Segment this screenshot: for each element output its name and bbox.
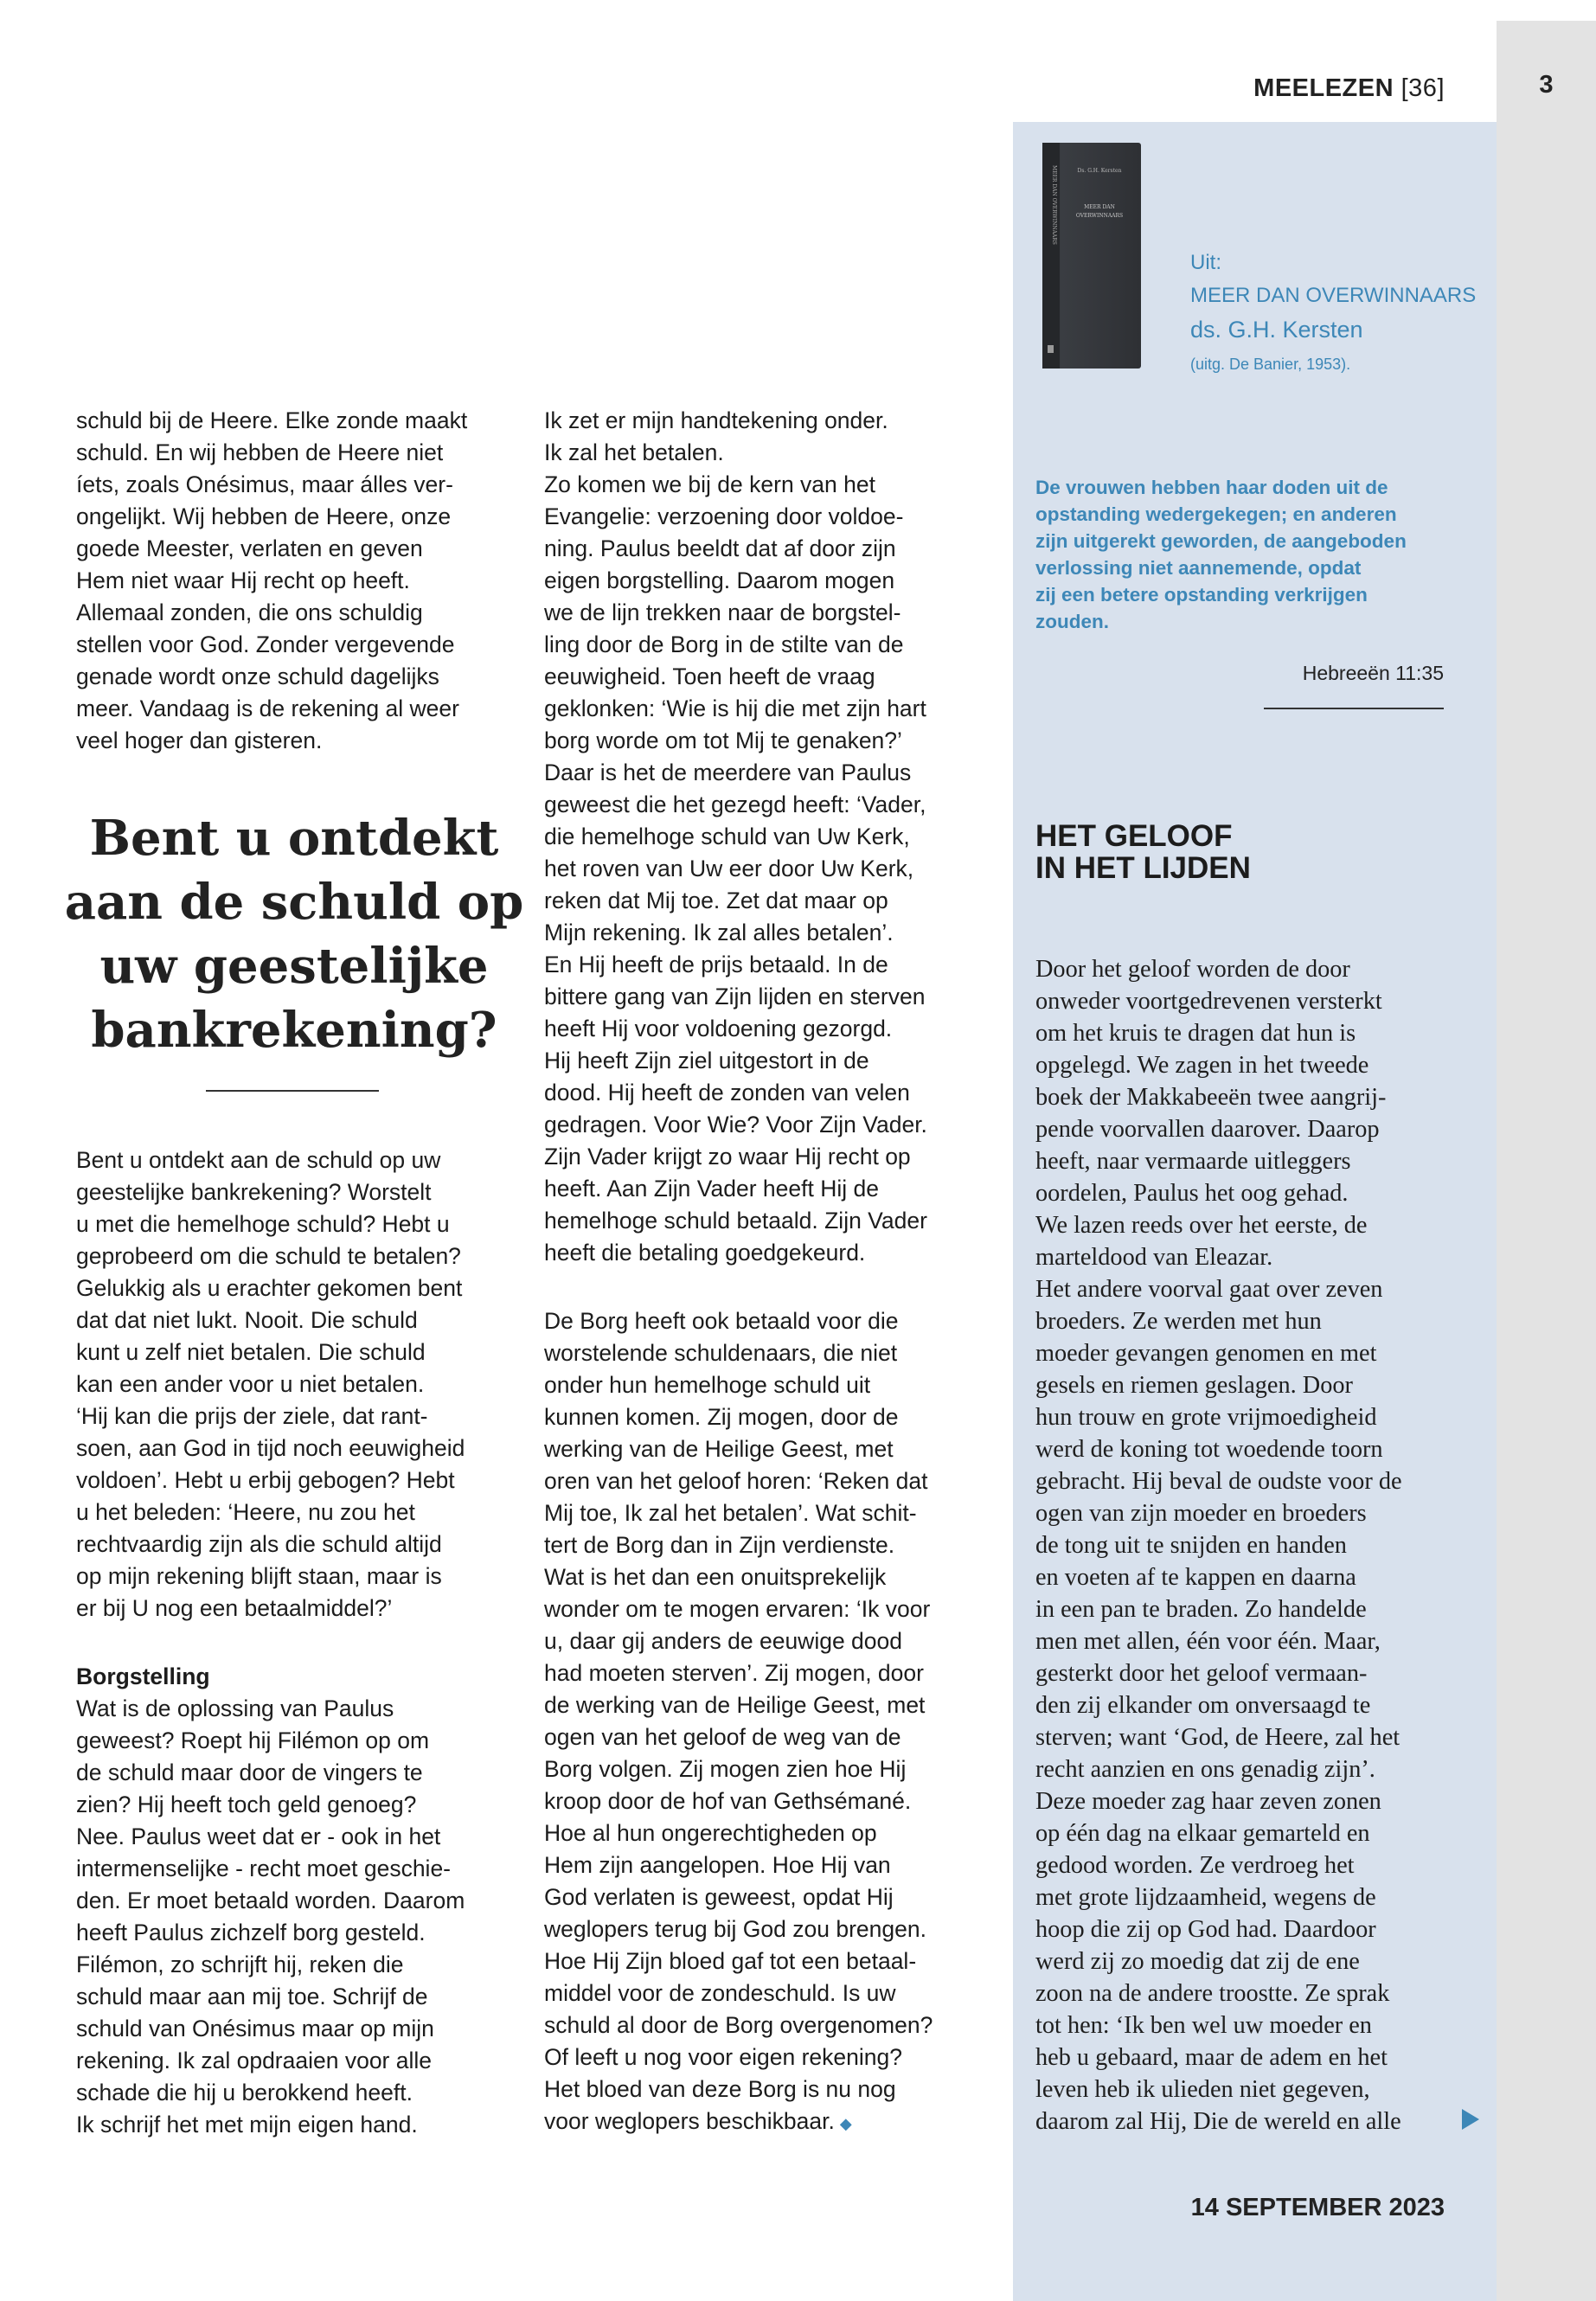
text-line: rechtvaardig zijn als die schuld altijd [76,1531,442,1557]
sidebar-body-text [1035,953,1459,2138]
text-line: Allemaal zonden, die ons schuldig [76,599,423,625]
text-line: genade wordt onze schuld dagelijks [76,663,439,689]
text-line: Hij heeft Zijn ziel uitgestort in de [544,1048,869,1074]
text-line: Evangelie: verzoening door voldoe- [544,503,904,529]
text-line: u, daar gij anders de eeuwige dood [544,1628,902,1654]
text-line: kan een ander voor u niet betalen. [76,1371,425,1397]
quote-reference: Hebreeën 11:35 [1302,662,1444,684]
text-line: soen, aan God in tijd noch eeuwigheid [76,1435,465,1461]
text-line: Nee. Paulus weet dat er - ook in het [76,1823,441,1849]
text-line: op één dag na elkaar gemarteld en [1035,1820,1370,1847]
text-line: Het bloed van deze Borg is nu nog [544,2076,896,2102]
text-line: werd de koning tot woedende toorn [1035,1436,1383,1463]
text-line: heeft Hij voor voldoening gezorgd. [544,1016,893,1042]
source-label: Uit: [1190,251,1221,274]
text-line: Borg volgen. Zij mogen zien hoe Hij [544,1756,907,1782]
text-line: in een pan te braden. Zo handelde [1035,1596,1367,1623]
text-line: geweest? Roept hij Filémon op om [76,1727,430,1753]
text-line: Of leeft u nog voor eigen rekening? [544,2044,902,2070]
text-line: den zij elkander om onversaagd te [1035,1692,1371,1719]
text-line: gedood worden. Ze verdroeg het [1035,1852,1355,1879]
text-line: voor weglopers beschikbaar. ◆ [544,2108,852,2134]
column-1-paragraph [76,1144,526,1625]
text-line: oren van het geloof horen: ‘Reken dat [544,1468,928,1494]
text-line: wonder om te mogen ervaren: ‘Ik voor [544,1596,931,1622]
continue-arrow-icon [1462,2109,1479,2130]
page-number: 3 [1539,71,1554,99]
text-line: kroop door de hof van Gethsémané. [544,1788,912,1814]
text-line: hoop die zij op God had. Daardoor [1035,1916,1376,1943]
text-line: God verlaten is geweest, opdat Hij [544,1884,894,1910]
text-line: Ik zal het betalen. [544,439,724,465]
text-line: schuld maar aan mij toe. Schrijf de [76,1984,428,2009]
text-line: goede Meester, verlaten en geven [76,535,423,561]
text-line: er bij U nog een betaalmiddel?’ [76,1595,393,1621]
text-line: hemelhoge schuld betaald. Zijn Vader [544,1208,927,1234]
text-line: Hoe al hun ongerechtigheden op [544,1820,877,1846]
text-line: Zijn Vader krijgt zo waar Hij recht op [544,1144,911,1170]
text-line: u met die hemelhoge schuld? Hebt u [76,1211,450,1237]
text-line: oordelen, Paulus het oog gehad. [1035,1180,1349,1207]
book-cover-image [1041,141,1143,370]
text-line: Daar is het de meerdere van Paulus [544,760,912,785]
text-line: ‘Hij kan die prijs der ziele, dat rant- [76,1403,428,1429]
text-line: leven heb ik ulieden niet gegeven, [1035,2076,1370,2103]
text-line: Ik schrijf het met mijn eigen hand. [76,2112,418,2138]
text-line: schuld. En wij hebben de Heere niet [76,439,444,465]
page-tab [1497,21,1596,2301]
text-line: boek der Makkabeeën twee aangrij- [1035,1084,1387,1111]
text-line: werd zij zo moedig dat zij de ene [1035,1948,1360,1975]
text-line: u het beleden: ‘Heere, nu zou het [76,1499,415,1525]
text-line: gedragen. Voor Wie? Voor Zijn Vader. [544,1112,927,1138]
text-line: we de lijn trekken naar de borgstel- [544,599,901,625]
text-line: en voeten af te kappen en daarna [1035,1564,1356,1591]
text-line: recht aanzien en ons genadig zijn’. [1035,1756,1375,1783]
text-line: Mij toe, Ik zal het betalen’. Wat schit- [544,1500,917,1526]
text-line: met grote lijdzaamheid, wegens de [1035,1884,1376,1911]
bible-quote [1035,474,1468,635]
end-of-article-icon: ◆ [839,2115,852,2132]
text-line: den. Er moet betaald worden. Daarom [76,1888,465,1913]
text-line: ogen van het geloof de weg van de [544,1724,901,1750]
text-line: ling door de Borg in de stilte van de [544,631,904,657]
text-line: Hem niet waar Hij recht op heeft. [76,567,410,593]
text-line: onweder voortgedrevenen versterkt [1035,988,1382,1015]
text-line: onder hun hemelhoge schuld uit [544,1372,871,1398]
column-2-paragraph-2 [544,1305,994,2140]
text-line: sterven; want ‘God, de Heere, zal het [1035,1724,1401,1751]
text-line: dat dat niet lukt. Nooit. Die schuld [76,1307,418,1333]
cover-author: Ds. G.H. Kersten [1077,168,1122,174]
quote-divider [1264,708,1444,709]
text-line: heeft, naar vermaarde uitleggers [1035,1148,1351,1175]
text-line: kunt u zelf niet betalen. Die schuld [76,1339,426,1365]
issue-number: [36] [1401,74,1445,102]
text-line: We lazen reeds over het eerste, de [1035,1212,1368,1239]
column-2-paragraph-1 [544,405,994,1269]
text-line: Bent u ontdekt aan de schuld op uw [76,1147,441,1173]
section-label: MEELEZEN [1253,74,1394,102]
text-line: geestelijke bankrekening? Worstelt [76,1179,432,1205]
text-line: gesels en riemen geslagen. Door [1035,1372,1353,1399]
quote-line: opstanding wedergekegen; en anderen [1035,503,1397,525]
text-line: dood. Hij heeft de zonden van velen [544,1080,910,1106]
text-line: heeft Paulus zichzelf borg gesteld. [76,1920,426,1945]
text-line: Ik zet er mijn handtekening onder. [544,407,888,433]
text-line: geweest die het gezegd heeft: ‘Vader, [544,792,926,817]
text-line: bankrekening? [91,1002,497,1059]
quote-line: zijn uitgerekt geworden, de aangeboden [1035,530,1407,552]
text-line: intermenselijke - recht moet geschie- [76,1856,452,1881]
text-line: pende voorvallen daarover. Daarop [1035,1116,1380,1143]
text-line: Het andere voorval gaat over zeven [1035,1276,1383,1303]
text-line: Gelukkig als u erachter gekomen bent [76,1275,463,1301]
text-line: middel voor de zondeschuld. Is uw [544,1980,896,2006]
text-line: Hem zijn aangelopen. Hoe Hij van [544,1852,891,1878]
text-line: weglopers terug bij God zou brengen. [544,1916,926,1942]
text-line: schuld van Onésimus maar op mijn [76,2016,434,2041]
text-line: hun trouw en grote vrijmoedigheid [1035,1404,1377,1431]
text-line: rekening. Ik zal opdraaien voor alle [76,2048,432,2073]
text-line: opgelegd. We zagen in het tweede [1035,1052,1369,1079]
source-author: ds. G.H. Kersten [1190,317,1363,343]
text-line: eeuwigheid. Toen heeft de vraag [544,663,875,689]
text-line: die hemelhoge schuld van Uw Kerk, [544,824,910,849]
pull-quote-headline [61,806,528,1062]
text-line: eigen borgstelling. Daarom mogen [544,567,895,593]
text-line: Bent u ontdekt [89,810,499,867]
text-line: De Borg heeft ook betaald voor die [544,1308,899,1334]
text-line: geprobeerd om die schuld te betalen? [76,1243,461,1269]
text-line: ongelijkt. Wij hebben de Heere, onze [76,503,452,529]
text-line: om het kruis te dragen dat hun is [1035,1020,1356,1047]
book-source [1190,251,1484,374]
text-line: Wat is de oplossing van Paulus [76,1695,394,1721]
text-line: moeder gevangen genomen en met [1035,1340,1377,1367]
text-line: broeders. Ze werden met hun [1035,1308,1322,1335]
text-line: Filémon, zo schrijft hij, reken die [76,1952,404,1977]
text-line: daarom zal Hij, Die de wereld en alle [1035,2108,1401,2135]
text-line: uw geestelijke [99,938,489,995]
text-line: geklonken: ‘Wie is hij die met zijn hart [544,695,926,721]
text-line: Wat is het dan een onuitsprekelijk [544,1564,887,1590]
text-line: op mijn rekening blijft staan, maar is [76,1563,442,1589]
text-line: kunnen komen. Zij mogen, door de [544,1404,899,1430]
text-line: meer. Vandaag is de rekening al weer [76,695,459,721]
text-line: heeft. Aan Zijn Vader heeft Hij de [544,1176,879,1202]
text-line: borg worde om tot Mij te genaken?’ [544,727,902,753]
text-line: werking van de Heilige Geest, met [544,1436,894,1462]
text-line: ning. Paulus beeldt dat af door zijn [544,535,896,561]
text-line: bittere gang van Zijn lijden en sterven [544,984,926,1009]
quote-line: zij een betere opstanding verkrijgen [1035,584,1368,606]
text-line: schuld al door de Borg overgenomen? [544,2012,933,2038]
text-line: de werking van de Heilige Geest, met [544,1692,926,1718]
text-line: de tong uit te snijden en handen [1035,1532,1347,1559]
quote-line: De vrouwen hebben haar doden uit de [1035,477,1388,498]
text-line: had moeten sterven’. Zij mogen, door [544,1660,924,1686]
publisher-logo-icon [1048,345,1054,353]
text-line: marteldood van Eleazar. [1035,1244,1273,1271]
text-line: schuld bij de Heere. Elke zonde maakt [76,407,468,433]
text-line: tot hen: ‘Ik ben wel uw moeder en [1035,2012,1372,2039]
text-line: aan de schuld op [64,874,524,931]
text-line: reken dat Mij toe. Zet dat maar op [544,888,888,913]
text-line: gebracht. Hij beval de oudste voor de [1035,1468,1402,1495]
cover-title-1: MEER DAN [1084,204,1115,210]
quote-line: zouden. [1035,611,1109,632]
cover-title-2: OVERWINNAARS [1075,213,1124,219]
issue-date: 14 SEPTEMBER 2023 [1190,2194,1445,2221]
text-line: veel hoger dan gisteren. [76,727,323,753]
text-line: heeft die betaling goedgekeurd. [544,1240,866,1266]
text-line: de schuld maar door de vingers te [76,1759,423,1785]
text-line: zien? Hij heeft toch geld genoeg? [76,1791,417,1817]
text-line: ogen van zijn moeder en broeders [1035,1500,1367,1527]
text-line: Zo komen we bij de kern van het [544,471,875,497]
sidebar-heading-line: HET GELOOF [1035,819,1233,853]
text-line: Mijn rekening. Ik zal alles betalen’. [544,920,894,945]
text-line: Hoe Hij Zijn bloed gaf tot een betaal- [544,1948,917,1974]
sidebar-heading-line: IN HET LIJDEN [1035,851,1251,885]
text-line: zoon na de andere troostte. Ze sprak [1035,1980,1390,2007]
text-line: gesterkt door het geloof vermaan- [1035,1660,1368,1687]
text-line: voldoen’. Hebt u erbij gebogen? Hebt [76,1467,455,1493]
headline-divider [206,1090,379,1092]
text-line: En Hij heeft de prijs betaald. In de [544,952,888,977]
text-line: tert de Borg dan in Zijn verdienste. [544,1532,895,1558]
column-1-intro [76,405,526,757]
text-line: Deze moeder zag haar zeven zonen [1035,1788,1381,1815]
text-line: heb u gebaard, maar de adem en het [1035,2044,1388,2071]
text-line: Door het geloof worden de door [1035,956,1350,983]
text-line: schade die hij u berokkend heeft. [76,2080,413,2106]
text-line: het roven van Uw eer door Uw Kerk, [544,856,914,881]
section-header [1253,74,1445,103]
source-publisher: (uitg. De Banier, 1953). [1190,356,1351,373]
column-1-borgstelling [76,1693,526,2141]
cover-spine-title: MEER DAN OVERWINNAARS [1051,165,1057,245]
text-line: worstelende schuldenaars, die niet [544,1340,898,1366]
text-line: íets, zoals Onésimus, maar álles ver- [76,471,453,497]
quote-line: verlossing niet aannemende, opdat [1035,557,1362,579]
text-line: men met allen, één voor één. Maar, [1035,1628,1381,1655]
source-title: MEER DAN OVERWINNAARS [1190,284,1477,307]
sidebar-heading [1035,820,1451,884]
subheading: Borgstelling [76,1663,210,1689]
text-line: stellen voor God. Zonder vergevende [76,631,455,657]
